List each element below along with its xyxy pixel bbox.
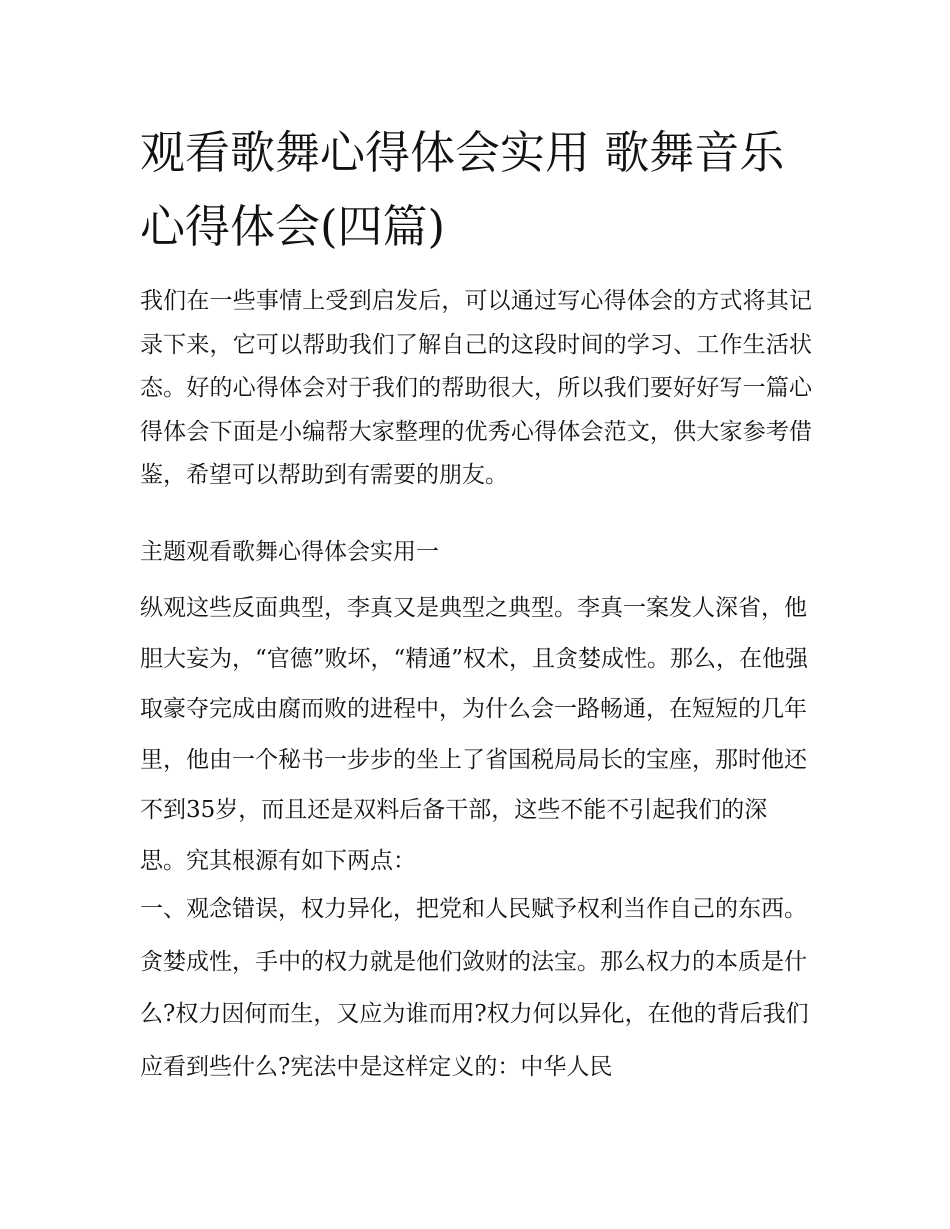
intro-paragraph: 我们在一些事情上受到启发后，可以通过写心得体会的方式将其记录下来，它可以帮助我们了解自己的这段时间的学习、工作生活状态。好的心得体会对于我们的帮助很大，所以我们要好好写一篇心得体会下面是小编帮大家整理的优秀心得体会范文，供大家参考借鉴，希望可以帮助到有需要的朋友。 [140,288,812,488]
section-heading: 主题观看歌舞心得体会实用一 [140,539,439,565]
document-title: 观看歌舞心得体会实用 歌舞音乐心得体会(四篇) [140,126,785,253]
case-paragraph: 纵观这些反面典型，李真又是典型之典型。李真一案发人深省，他胆大妄为，“官德”败坏，“精通”权术，且贪婪成性。那么，在他强取豪夺完成由腐而败的进程中，为什么会一路畅通，在短短的几年里，他由一个秘书一步步的坐上了省国税局局长的宝座，那时他还不到35岁，而且还是双料后备干部，这些不能不引起我们的深思。究其根源有如下两点： [140,595,809,874]
point-paragraph: 一、观念错误，权力异化，把党和人民赋予权利当作自己的东西。贪婪成性，手中的权力就是他们敛财的法宝。那么权力的本质是什么?权力因何而生，又应为谁而用?权力何以异化，在他的背后我们应看到些什么?宪法中是这样定义的：中华人民 [140,896,809,1080]
